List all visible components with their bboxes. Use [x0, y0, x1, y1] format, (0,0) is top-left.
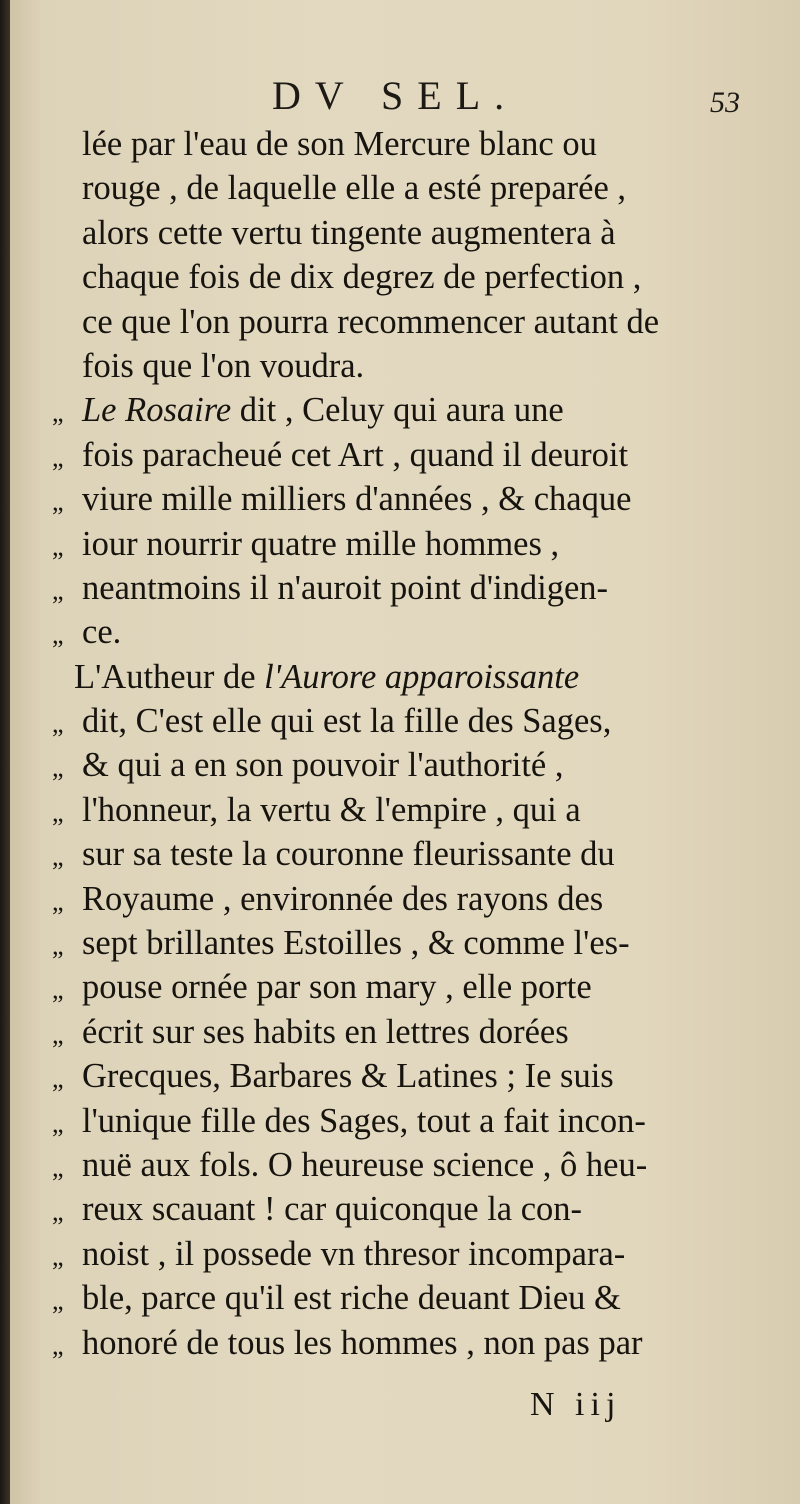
line-text: Grecques, Barbares & Latines ; Ie suis — [82, 1057, 614, 1096]
line-text: neantmoins il n'auroit point d'indigen- — [82, 568, 609, 607]
line-text: reux scauant ! car quiconque la con- — [82, 1190, 583, 1229]
page-number: 53 — [710, 86, 740, 119]
quote-mark: „ — [52, 931, 64, 961]
text-line — [52, 1276, 752, 1320]
text-line — [52, 1099, 752, 1143]
line-text: Royaume , environnée des rayons des — [82, 879, 604, 918]
text-line — [52, 477, 752, 521]
text-line — [52, 1232, 752, 1276]
quote-mark: „ — [52, 442, 64, 472]
text-line — [52, 122, 752, 166]
text-line — [52, 1143, 752, 1187]
line-text: rouge , de laquelle elle a esté preparée , — [82, 169, 627, 208]
line-text: écrit sur ses habits en lettres dorées — [82, 1012, 569, 1051]
italic-title: Le Rosaire — [82, 391, 232, 430]
quote-mark: „ — [52, 620, 64, 650]
text-line — [52, 522, 752, 566]
text-line — [52, 566, 752, 610]
line-text: viure mille milliers d'années , & chaque — [82, 480, 632, 519]
line-text: ce. — [82, 613, 122, 652]
text-line — [52, 610, 752, 654]
book-page — [10, 0, 800, 1504]
text-line — [52, 211, 752, 255]
quote-mark: „ — [52, 1152, 64, 1182]
text-line — [52, 965, 752, 1009]
quote-mark: „ — [52, 975, 64, 1005]
line-text: dit , Celuy qui aura une — [231, 391, 564, 430]
text-line — [52, 300, 752, 344]
quote-mark: „ — [52, 531, 64, 561]
text-line — [52, 1054, 752, 1098]
text-line — [52, 433, 752, 477]
quote-mark: „ — [52, 487, 64, 517]
line-text: dit, C'est elle qui est la fille des Sages, — [82, 702, 612, 741]
line-text: chaque fois de dix degrez de perfection , — [82, 258, 642, 297]
quote-mark: „ — [52, 886, 64, 916]
line-text: sur sa teste la couronne fleurissante du — [82, 835, 615, 874]
line-text: nuë aux fols. O heureuse science , ô heu- — [82, 1145, 648, 1184]
text-line — [52, 344, 752, 388]
text-line — [52, 655, 752, 699]
line-text: noist , il possede vn thresor incompara- — [82, 1234, 626, 1273]
italic-title: l'Aurore apparoissante — [264, 657, 580, 696]
text-line — [52, 166, 752, 210]
line-text: iour nourrir quatre mille hommes , — [82, 524, 560, 563]
line-text: fois que l'on voudra. — [82, 346, 365, 385]
quote-mark: „ — [52, 1064, 64, 1094]
line-text: ce que l'on pourra recommencer autant de — [82, 302, 660, 341]
quote-mark: „ — [52, 1019, 64, 1049]
line-text: fois paracheué cet Art , quand il deuroit — [82, 435, 629, 474]
quote-mark: „ — [52, 575, 64, 605]
quote-mark: „ — [52, 1286, 64, 1316]
line-text: & qui a en son pouvoir l'authorité , — [82, 746, 564, 785]
text-line — [52, 921, 752, 965]
quote-mark: „ — [52, 842, 64, 872]
line-text: ble, parce qu'il est riche deuant Dieu & — [82, 1279, 621, 1318]
text-line — [52, 388, 752, 432]
line-text: pouse ornée par son mary , elle porte — [82, 968, 592, 1007]
text-line — [52, 1321, 752, 1365]
page-header — [10, 70, 800, 124]
text-line — [52, 1187, 752, 1231]
text-line — [52, 877, 752, 921]
text-line — [52, 788, 752, 832]
text-line — [52, 1010, 752, 1054]
book-binding-edge — [0, 0, 10, 1504]
line-text: l'unique fille des Sages, tout a fait incon- — [82, 1101, 646, 1140]
quote-mark: „ — [52, 1330, 64, 1360]
text-line — [52, 255, 752, 299]
quote-mark: „ — [52, 1241, 64, 1271]
line-text: honoré de tous les hommes , non pas par — [82, 1323, 643, 1362]
signature-mark: N iij — [530, 1386, 622, 1423]
quote-mark: „ — [52, 709, 64, 739]
quote-mark: „ — [52, 1108, 64, 1138]
text-line — [52, 832, 752, 876]
text-body — [52, 122, 752, 1365]
quote-mark: „ — [52, 1197, 64, 1227]
line-text: L'Autheur de — [74, 657, 265, 696]
quote-mark: „ — [52, 797, 64, 827]
quote-mark: „ — [52, 398, 64, 428]
line-text: lée par l'eau de son Mercure blanc ou — [82, 125, 597, 163]
text-line — [52, 743, 752, 787]
running-head: DV SEL. — [272, 73, 519, 118]
text-line — [52, 699, 752, 743]
quote-mark: „ — [52, 753, 64, 783]
line-text: l'honneur, la vertu & l'empire , qui a — [82, 790, 581, 829]
line-text: alors cette vertu tingente augmentera à — [82, 213, 616, 252]
line-text: sept brillantes Estoilles , & comme l'es- — [82, 924, 630, 963]
